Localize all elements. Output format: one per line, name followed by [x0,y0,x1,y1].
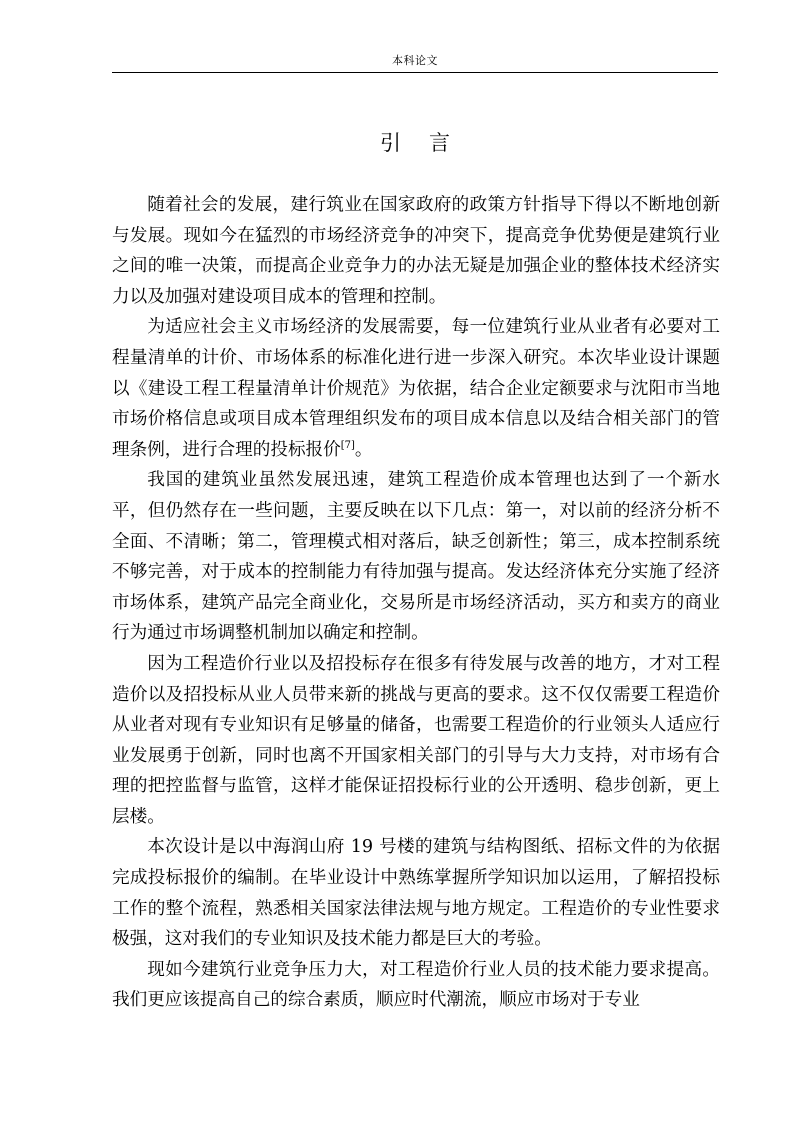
paragraph-2-tail: 。 [354,439,373,460]
paragraph-2 [112,312,720,465]
running-header: 本科论文 [112,50,718,73]
body-text [112,190,720,1016]
paragraph-3: 我国的建筑业虽然发展迅速，建筑工程造价成本管理也达到了一个新水平，但仍然存在一些问题，主要反映在以下几点：第一，对以前的经济分析不全面、不清晰；第二，管理模式相对落后，缺乏创新性；第三，成本控制系统不够完善，对于成本的控制能力有待加强与提高。发达经济体充分实施了经济市场体系，建筑产品完全商业化，交易所是市场经济活动，买方和卖方的商业行为通过市场调整机制加以确定和控制。 [112,470,720,644]
citation-reference: [7] [340,439,355,451]
paragraph-4: 因为工程造价行业以及招投标存在很多有待发展与改善的地方，才对工程造价以及招投标从业人员带来新的挑战与更高的要求。这不仅仅需要工程造价从业者对现有专业知识有足够量的储备，也需要工程造价的行业领头人适应行业发展勇于创新，同时也离不开国家相关部门的引导与大力支持，对市场有合理的把控监督与监管，这样才能保证招投标行业的公开透明、稳步创新，更上层楼。 [112,653,720,827]
paragraph-1: 随着社会的发展，建行筑业在国家政府的政策方针指导下得以不断地创新与发展。现如今在猛烈的市场经济竞争的冲突下，提高竞争优势便是建筑行业之间的唯一决策，而提高企业竞争力的办法无疑是加强企业的整体技术经济实力以及加强对建设项目成本的管理和控制。 [112,195,720,307]
paragraph-6: 现如今建筑行业竞争压力大，对工程造价行业人员的技术能力要求提高。我们更应该提高自己的综合素质，顺应时代潮流，顺应市场对于专业 [112,959,720,1011]
paragraph-5: 本次设计是以中海润山府 19 号楼的建筑与结构图纸、招标文件的为依据完成投标报价的编制。在毕业设计中熟练掌握所学知识加以运用，了解招投标工作的整个流程，熟悉相关国家法律法规与地方规定。工程造价的专业性要求极强，这对我们的专业知识及技术能力都是巨大的考验。 [112,837,720,950]
section-title: 引言 [380,131,478,155]
paragraph-2-text: 为适应社会主义市场经济的发展需要，每一位建筑行业从业者有必要对工程量清单的计价、市场体系的标准化进行进一步深入研究。本次毕业设计课题以《建设工程工程量清单计价规范》为依据，结合企业定额要求与沈阳市当地市场价格信息或项目成本管理组织发布的项目成本信息以及结合相关部门的管理条例，进行合理的投标报价 [112,317,720,460]
